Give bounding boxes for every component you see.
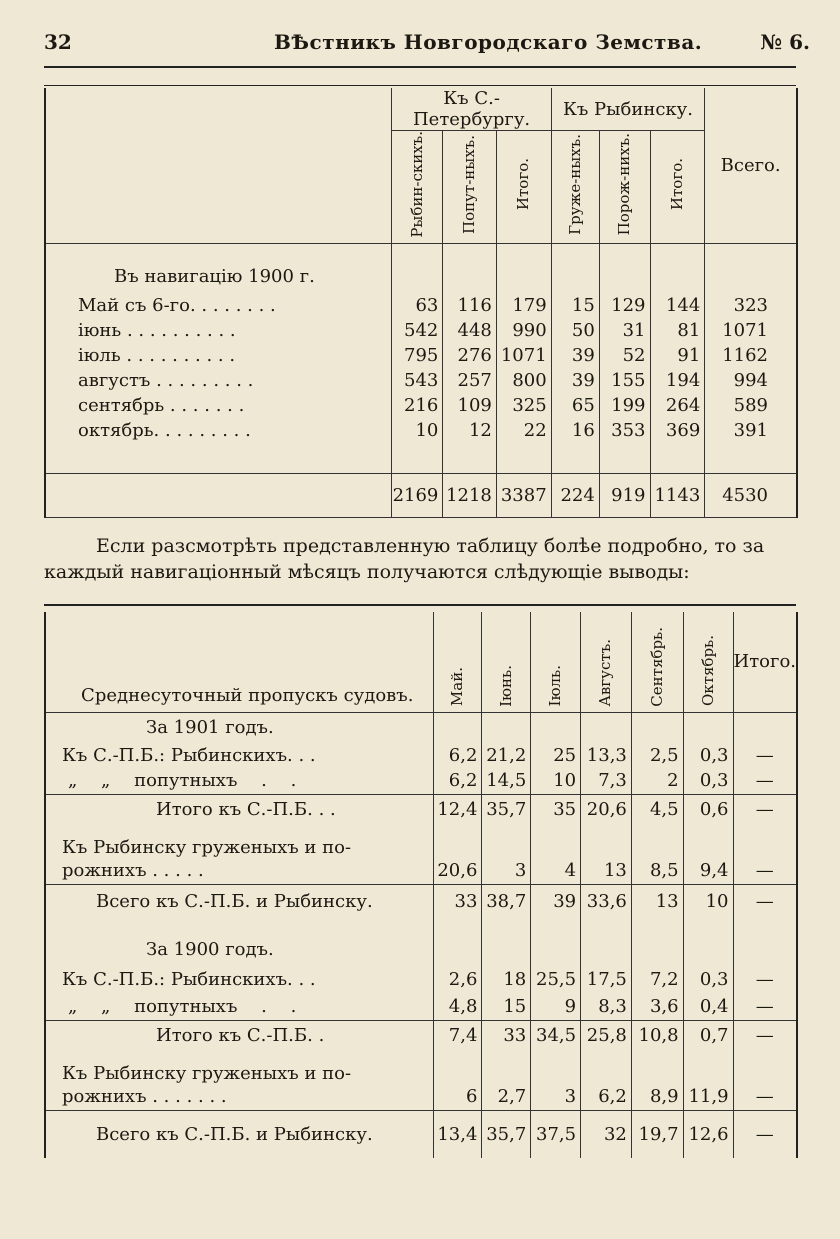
row-label: Итого къ С.-П.Б. .	[45, 1020, 433, 1050]
table-row	[45, 768, 797, 794]
cell: 9	[531, 994, 581, 1020]
table-row	[45, 418, 797, 443]
cell: —	[733, 994, 797, 1020]
cell: 116	[443, 293, 497, 318]
row-label: августъ . . . . . . . . .	[45, 368, 392, 393]
cell: 8,5	[631, 858, 683, 884]
totals-row	[45, 473, 797, 517]
cell: 6	[433, 1084, 482, 1110]
total-cell: 4530	[705, 473, 797, 517]
journal-title: ВѢстникъ Новгородскаго Земства.	[274, 30, 703, 54]
cell: 12,6	[683, 1110, 733, 1158]
cell: 8,9	[631, 1084, 683, 1110]
cell: 12,4	[433, 794, 482, 824]
cell: 10,8	[631, 1020, 683, 1050]
total-cell: 1143	[650, 473, 705, 517]
col-header-august: Августъ.	[596, 639, 615, 707]
row-label: сентябрь . . . . . . .	[45, 393, 392, 418]
row-label: Къ Рыбинску груженыхъ и по-	[45, 1050, 433, 1084]
table-row	[45, 368, 797, 393]
table-row	[45, 884, 797, 918]
cell: 35,7	[482, 794, 531, 824]
cell: 4,8	[433, 994, 482, 1020]
paragraph-line-2: каждый навигаціонный мѣсяцъ получаются слѣдующіе выводы:	[44, 561, 690, 583]
cell: 12	[443, 418, 497, 443]
cell: 13,4	[433, 1110, 482, 1158]
cell: 4,5	[631, 794, 683, 824]
row-label: рожнихъ . . . . . . .	[45, 1084, 433, 1110]
cell: 7,4	[433, 1020, 482, 1050]
cell: 20,6	[433, 858, 482, 884]
row-label: „ „ попутныхъ . .	[45, 994, 433, 1020]
cell: 7,3	[581, 768, 632, 794]
year-1900-heading: За 1900 годъ.	[45, 918, 433, 964]
cell: 369	[650, 418, 705, 443]
col-header-subtotal-rybinsk: Итого.	[667, 158, 686, 211]
cell: 448	[443, 318, 497, 343]
cell: —	[733, 768, 797, 794]
table-row	[45, 794, 797, 824]
table-row	[45, 1050, 797, 1084]
cell: 144	[650, 293, 705, 318]
cell: 325	[496, 393, 551, 418]
row-label: октябрь. . . . . . . . .	[45, 418, 392, 443]
total-cell: 3387	[496, 473, 551, 517]
table-row	[45, 318, 797, 343]
table-row	[45, 293, 797, 318]
cell: 0,3	[683, 742, 733, 768]
cell: 7,2	[631, 964, 683, 994]
cell: 155	[599, 368, 650, 393]
group-header-rybinsk: Къ Рыбинску.	[551, 88, 705, 131]
cell: —	[733, 742, 797, 768]
cell: 9,4	[683, 858, 733, 884]
cell: 37,5	[531, 1110, 581, 1158]
cell: 18	[482, 964, 531, 994]
row-label: Всего къ С.-П.Б. и Рыбинску.	[45, 1110, 433, 1158]
cell: 129	[599, 293, 650, 318]
cell: 109	[443, 393, 497, 418]
cell: 17,5	[581, 964, 632, 994]
cell: 34,5	[531, 1020, 581, 1050]
cell: 15	[551, 293, 599, 318]
cell: 2	[631, 768, 683, 794]
row-label: Къ Рыбинску груженыхъ и по-	[45, 824, 433, 858]
row-label: Къ С.-П.Б.: Рыбинскихъ. . .	[45, 742, 433, 768]
cell: —	[733, 858, 797, 884]
col-header-july: Іюль.	[546, 665, 565, 707]
row-label: Итого къ С.-П.Б. . .	[45, 794, 433, 824]
col-header-may: Май.	[447, 667, 466, 707]
cell: 990	[496, 318, 551, 343]
cell: 323	[705, 293, 797, 318]
cell: 39	[551, 368, 599, 393]
table-row	[45, 824, 797, 858]
col-header-september: Сентябрь.	[647, 626, 666, 707]
cell: 25,8	[581, 1020, 632, 1050]
paragraph-line-1: Если разсмотрѣть представленную таблицу болѣе подробно, то за	[96, 535, 765, 557]
total-cell: 2169	[392, 473, 443, 517]
table-row	[45, 1084, 797, 1110]
navigation-1900-table	[44, 88, 798, 518]
cell: 800	[496, 368, 551, 393]
cell: 10	[392, 418, 443, 443]
cell: 194	[650, 368, 705, 393]
cell: 20,6	[581, 794, 632, 824]
cell: 0,3	[683, 768, 733, 794]
cell: 50	[551, 318, 599, 343]
col-header-total: Итого.	[733, 612, 797, 712]
cell: —	[733, 1020, 797, 1050]
cell: 33,6	[581, 884, 632, 918]
total-cell: 919	[599, 473, 650, 517]
col-header-october: Октябрь.	[698, 635, 717, 707]
cell: 3	[531, 1084, 581, 1110]
table-row	[45, 742, 797, 768]
cell: 543	[392, 368, 443, 393]
cell: 353	[599, 418, 650, 443]
cell: 264	[650, 393, 705, 418]
group-header-spb: Къ С.-Петербургу.	[392, 88, 551, 131]
cell: 391	[705, 418, 797, 443]
cell: 4	[531, 858, 581, 884]
col-header-passing: Попут-ныхъ.	[460, 134, 479, 234]
cell: 1162	[705, 343, 797, 368]
cell: 6,2	[433, 768, 482, 794]
cell: 52	[599, 343, 650, 368]
cell: 276	[443, 343, 497, 368]
cell: 33	[433, 884, 482, 918]
cell: —	[733, 964, 797, 994]
total-cell: 224	[551, 473, 599, 517]
cell: —	[733, 1084, 797, 1110]
row-label: Май съ 6-го. . . . . . . .	[45, 293, 392, 318]
cell: 542	[392, 318, 443, 343]
cell: 3,6	[631, 994, 683, 1020]
cell: —	[733, 884, 797, 918]
cell: 32	[581, 1110, 632, 1158]
cell: 35,7	[482, 1110, 531, 1158]
cell: 19,7	[631, 1110, 683, 1158]
cell: 39	[531, 884, 581, 918]
cell: 25,5	[531, 964, 581, 994]
col-header-subtotal-spb: Итого.	[514, 158, 533, 211]
cell: 13	[631, 884, 683, 918]
cell: 14,5	[482, 768, 531, 794]
table2-caption: Среднесуточный пропускъ судовъ.	[45, 612, 433, 712]
cell: 33	[482, 1020, 531, 1050]
col-header-rybinsk-ships: Рыбин-скихъ.	[407, 131, 426, 238]
section-title-1900: Въ навигацію 1900 г.	[45, 243, 392, 293]
cell: 81	[650, 318, 705, 343]
col-header-june: Іюнь.	[496, 664, 515, 707]
table-row	[45, 964, 797, 994]
cell: 38,7	[482, 884, 531, 918]
cell: 216	[392, 393, 443, 418]
cell: 257	[443, 368, 497, 393]
cell: 21,2	[482, 742, 531, 768]
cell: —	[733, 794, 797, 824]
row-label: Къ С.-П.Б.: Рыбинскихъ. . .	[45, 964, 433, 994]
cell: 8,3	[581, 994, 632, 1020]
row-label: „ „ попутныхъ . .	[45, 768, 433, 794]
cell: 16	[551, 418, 599, 443]
cell: 10	[531, 768, 581, 794]
cell: 31	[599, 318, 650, 343]
cell: 2,5	[631, 742, 683, 768]
page-header	[44, 30, 810, 64]
col-header-empty: Порож-нихъ.	[615, 133, 634, 236]
cell: 1071	[705, 318, 797, 343]
table-row	[45, 1110, 797, 1158]
cell: 13	[581, 858, 632, 884]
cell: 15	[482, 994, 531, 1020]
table-row	[45, 994, 797, 1020]
cell: 179	[496, 293, 551, 318]
cell: 1071	[496, 343, 551, 368]
cell: 39	[551, 343, 599, 368]
row-label: рожнихъ . . . . .	[45, 858, 433, 884]
table-row	[45, 858, 797, 884]
cell: 0,7	[683, 1020, 733, 1050]
cell: 6,2	[433, 742, 482, 768]
cell: 65	[551, 393, 599, 418]
table2-top-rule	[44, 604, 796, 606]
page-number: 32	[44, 30, 72, 54]
cell: 6,2	[581, 1084, 632, 1110]
row-label: Всего къ С.-П.Б. и Рыбинску.	[45, 884, 433, 918]
cell: 91	[650, 343, 705, 368]
cell: 0,4	[683, 994, 733, 1020]
cell: 589	[705, 393, 797, 418]
table-row	[45, 393, 797, 418]
cell: 25	[531, 742, 581, 768]
total-cell: 1218	[443, 473, 497, 517]
cell: 10	[683, 884, 733, 918]
row-label: іюль . . . . . . . . . .	[45, 343, 392, 368]
year-1901-heading: За 1901 годъ.	[45, 712, 433, 742]
table-row	[45, 1020, 797, 1050]
daily-average-table	[44, 612, 798, 1158]
header-rule	[44, 66, 796, 68]
cell: 13,3	[581, 742, 632, 768]
cell: 63	[392, 293, 443, 318]
cell: 199	[599, 393, 650, 418]
col-header-total: Всего.	[705, 88, 797, 243]
cell: 22	[496, 418, 551, 443]
cell: —	[733, 1110, 797, 1158]
cell: 2,6	[433, 964, 482, 994]
cell: 3	[482, 858, 531, 884]
cell: 35	[531, 794, 581, 824]
cell: 994	[705, 368, 797, 393]
cell: 795	[392, 343, 443, 368]
issue-number: № 6.	[760, 30, 810, 54]
cell: 2,7	[482, 1084, 531, 1110]
cell: 11,9	[683, 1084, 733, 1110]
cell: 0,3	[683, 964, 733, 994]
cell: 0,6	[683, 794, 733, 824]
table-row	[45, 343, 797, 368]
row-label: іюнь . . . . . . . . . .	[45, 318, 392, 343]
table1-top-rule	[44, 85, 796, 86]
col-header-loaded: Груже-ныхъ.	[565, 133, 584, 235]
